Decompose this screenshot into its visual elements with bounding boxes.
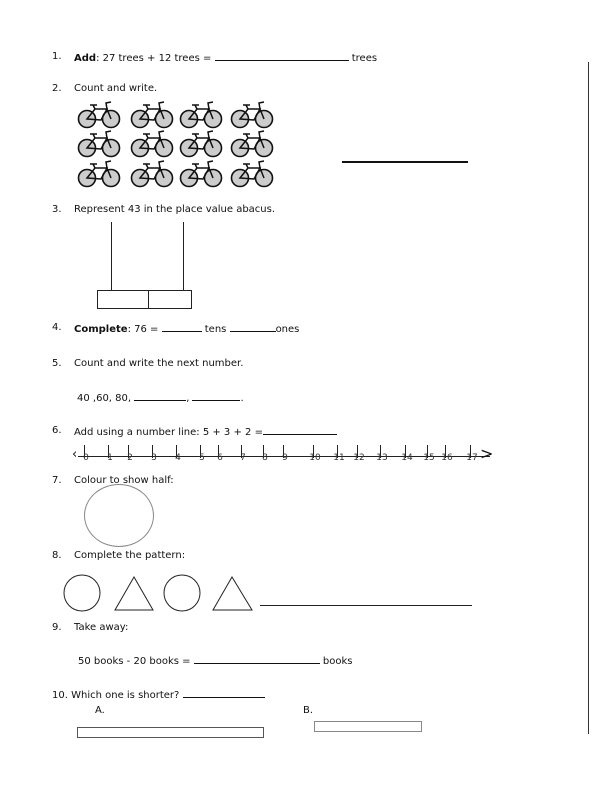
option-a-bar[interactable]: [77, 727, 264, 738]
question-text: Colour to show half:: [74, 475, 174, 486]
question-2: [52, 83, 157, 95]
pattern-triangle: [213, 577, 252, 610]
question-text: : 76 =: [127, 324, 162, 335]
tens-blank[interactable]: [162, 322, 202, 332]
question-keyword: Complete: [74, 324, 128, 335]
abacus-base: [97, 290, 192, 309]
right-arrow-icon: >: [480, 444, 494, 463]
question-number: 5.: [52, 358, 62, 369]
abacus-tens-rod: [111, 222, 112, 290]
bicycle-icon: [77, 160, 121, 188]
pattern-circle: [64, 575, 100, 611]
number-line-label: 5: [199, 453, 205, 463]
question-number: 9.: [52, 622, 62, 633]
number-line-label: 8: [262, 453, 268, 463]
number-line-label: 17: [466, 453, 478, 463]
question-5: [52, 358, 243, 370]
number-line-label: 14: [401, 453, 413, 463]
left-arrow-icon: ‹: [72, 447, 78, 462]
number-line-label: 0: [83, 453, 89, 463]
period: .: [240, 393, 244, 404]
number-line-label: 7: [240, 453, 246, 463]
question-number: 7.: [52, 475, 62, 486]
unit-text: trees: [348, 53, 378, 64]
bicycle-icon: [230, 130, 274, 158]
question-number: 2.: [52, 83, 62, 94]
bicycle-icon: [179, 101, 223, 129]
sequence-text: 40 ,60, 80,: [77, 393, 135, 404]
question-text: Which one is shorter?: [71, 690, 183, 701]
bicycle-icon: [179, 130, 223, 158]
number-line-label: 13: [376, 453, 388, 463]
bicycle-icon: [77, 101, 121, 129]
bicycle-icon: [130, 160, 174, 188]
number-sequence: [77, 391, 244, 405]
question-number: 6.: [52, 425, 62, 436]
circle-to-colour[interactable]: [84, 484, 154, 547]
question-number: 8.: [52, 550, 62, 561]
bicycle-icon: [230, 160, 274, 188]
answer-blank[interactable]: [183, 688, 265, 698]
pattern-triangle: [115, 577, 153, 610]
question-text: Take away:: [74, 622, 129, 633]
question-number: 3.: [52, 204, 62, 215]
subtraction-expression: [78, 654, 352, 668]
number-line-label: 12: [353, 453, 365, 463]
shape-pattern: [60, 572, 260, 614]
right-margin-line: [588, 62, 589, 734]
number-line-label: 6: [217, 453, 223, 463]
question-8: [52, 550, 185, 562]
number-line-label: 11: [333, 453, 345, 463]
pattern-circle: [164, 575, 200, 611]
abacus-ones-rod: [183, 222, 184, 290]
question-10: [52, 688, 265, 702]
option-b-label: B.: [303, 705, 314, 716]
question-4: [52, 322, 299, 336]
question-6: [52, 425, 337, 439]
bicycle-icon: [130, 101, 174, 129]
bicycle-icon: [179, 160, 223, 188]
answer-blank[interactable]: [215, 51, 349, 61]
option-a-label: A.: [95, 705, 105, 716]
ones-label: ones: [275, 324, 300, 335]
number-line-label: 2: [127, 453, 133, 463]
tens-label: tens: [201, 324, 230, 335]
question-keyword: Add: [74, 53, 97, 64]
question-3: [52, 204, 275, 216]
question-9: [52, 622, 128, 634]
bicycle-icon: [130, 130, 174, 158]
separator: ,: [186, 393, 190, 404]
question-text: Count and write the next number.: [74, 358, 244, 369]
pattern-answer-line[interactable]: [260, 605, 472, 606]
unit-text: books: [319, 656, 353, 667]
question-text: Represent 43 in the place value abacus.: [74, 204, 276, 215]
answer-blank[interactable]: [194, 654, 320, 664]
number-line-label: 15: [423, 453, 435, 463]
expression-text: 50 books - 20 books =: [78, 656, 194, 667]
number-line-label: 10: [309, 453, 321, 463]
bicycle-icon: [230, 101, 274, 129]
number-line-label: 4: [175, 453, 181, 463]
question-number: 10.: [52, 690, 68, 701]
number-line-label: 16: [441, 453, 453, 463]
question-number: 4.: [52, 322, 62, 333]
question-text: : 27 trees + 12 trees =: [96, 53, 215, 64]
question-1: [52, 51, 377, 65]
answer-blank[interactable]: [192, 391, 240, 401]
question-text: Add using a number line: 5 + 3 + 2 =: [74, 427, 263, 438]
bicycle-icon: [77, 130, 121, 158]
number-line-label: 9: [282, 453, 288, 463]
answer-blank[interactable]: [134, 391, 186, 401]
answer-blank[interactable]: [263, 425, 337, 435]
number-line-label: 1: [107, 453, 113, 463]
answer-line[interactable]: [342, 161, 468, 163]
question-text: Complete the pattern:: [74, 550, 186, 561]
number-line-label: 3: [151, 453, 157, 463]
option-b-bar[interactable]: [314, 721, 422, 732]
ones-blank[interactable]: [230, 322, 276, 332]
abacus-divider: [148, 290, 149, 309]
question-number: 1.: [52, 51, 62, 62]
question-text: Count and write.: [74, 83, 158, 94]
